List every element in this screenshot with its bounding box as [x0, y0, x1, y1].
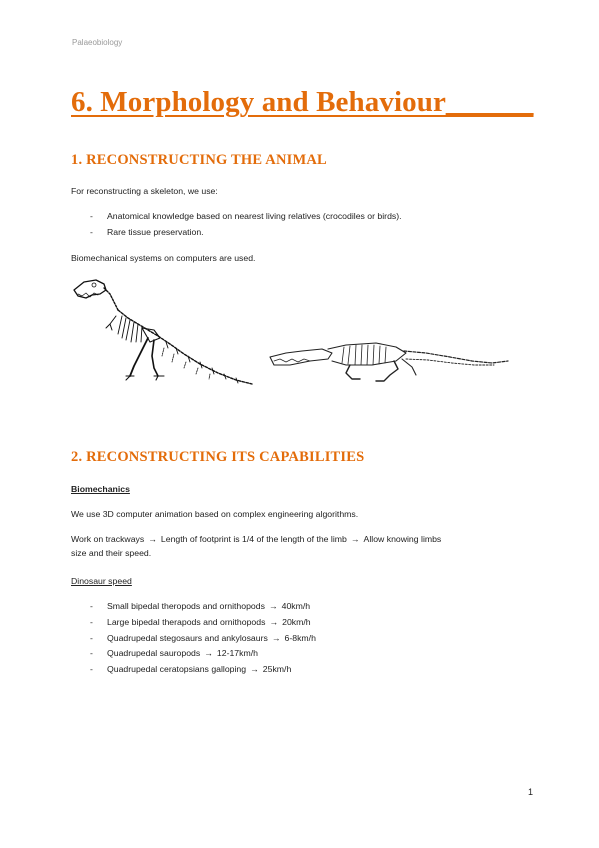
speed-list: [90, 599, 316, 678]
page-number: 1: [528, 787, 534, 797]
section2-paragraph-2: Work on trackways → Length of footprint is 1/4 of the length of the limb → Allow knowing limbs size and their speed.: [71, 534, 442, 558]
list-item: - Large bipedal therapods and ornithopods → 20km/h: [90, 616, 311, 627]
arrow-icon: →: [148, 534, 157, 544]
crocodile-skeleton-figure: [266, 335, 512, 387]
section1-bullet-list: [90, 209, 402, 241]
section-heading-2: 2. RECONSTRUCTING ITS CAPABILITIES: [71, 449, 365, 465]
theropod-skeleton-figure: [70, 276, 255, 388]
section1-after: Biomechanical systems on computers are used.: [71, 253, 256, 263]
arrow-icon: →: [269, 616, 279, 627]
arrow-icon: →: [271, 632, 281, 643]
arrow-icon: →: [204, 648, 213, 659]
arrow-icon: →: [268, 601, 278, 611]
list-item: - Quadrupedal stegosaurs and ankylosaurs → 6-8km/h: [90, 632, 316, 643]
subheading-biomechanics: Biomechanics: [71, 484, 130, 494]
section-heading-1: 1. RECONSTRUCTING THE ANIMAL: [71, 152, 327, 168]
list-item: - Anatomical knowledge based on nearest living relatives (crocodiles or birds).: [90, 211, 402, 221]
list-item: - Quadrupedal ceratopsians galloping → 25km/h: [90, 664, 292, 675]
section2-paragraph-1: We use 3D computer animation based on complex engineering algorithms.: [71, 509, 359, 519]
list-item: - Small bipedal theropods and ornithopods → 40km/h: [90, 601, 311, 611]
list-item: - Rare tissue preservation.: [90, 226, 204, 237]
arrow-icon: →: [350, 534, 360, 544]
subheading-dinosaur-speed: Dinosaur speed: [71, 576, 132, 586]
arrow-icon: →: [250, 664, 259, 675]
page-title: 6. Morphology and Behaviour______: [71, 86, 534, 118]
running-header: Palaeobiology: [72, 38, 123, 47]
section1-intro: For reconstructing a skeleton, we use:: [71, 186, 218, 196]
list-item: - Quadrupedal sauropods → 12-17km/h: [90, 648, 258, 659]
